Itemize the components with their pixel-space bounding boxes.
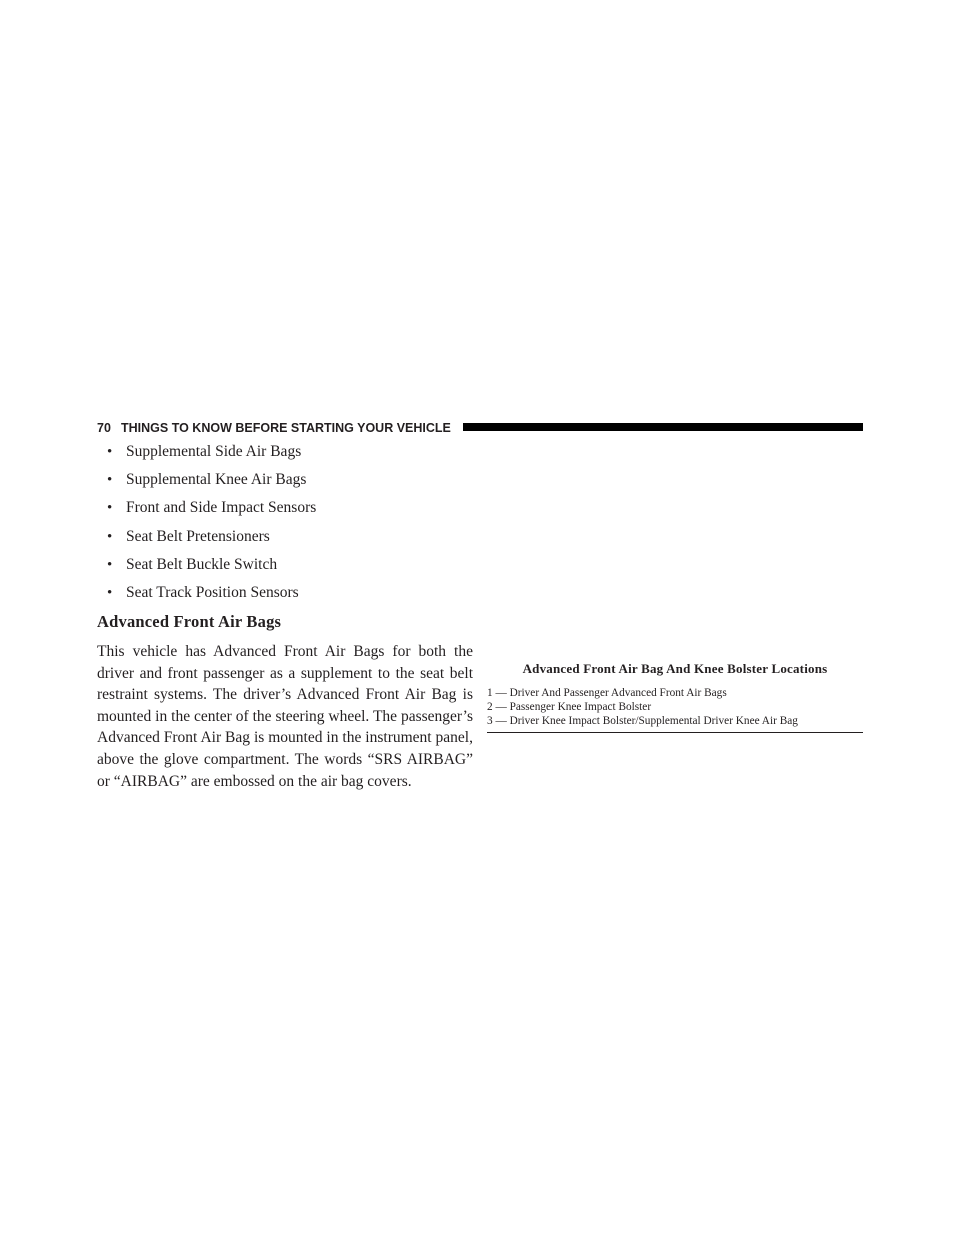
legend-item: 2 — Passenger Knee Impact Bolster bbox=[487, 700, 652, 713]
list-item-text: Seat Belt Buckle Switch bbox=[126, 555, 278, 573]
bullet-icon: • bbox=[107, 528, 113, 545]
bullet-icon: • bbox=[107, 444, 113, 460]
bullet-icon: • bbox=[107, 472, 113, 489]
header-rule bbox=[463, 423, 863, 431]
legend-item: 3 — Driver Knee Impact Bolster/Supplemental Driver Knee Air Bag bbox=[487, 714, 798, 727]
list-item bbox=[107, 442, 316, 470]
list-item bbox=[107, 527, 316, 555]
list-item-text: Supplemental Side Air Bags bbox=[126, 443, 302, 460]
body-paragraph: This vehicle has Advanced Front Air Bags for both the driver and front passenger as a supplement to the seat belt restraint systems. The driver’s Advanced Front Air Bag is mounted in the center of the steering wheel. The passenger’s Advanced Front Air Bag is mounted in the instrument panel, above the glove compartment. The words “SRS AIRBAG” or “AIRBAG” are embossed on the air bag covers. bbox=[97, 643, 473, 790]
legend-item: 1 — Driver And Passenger Advanced Front Air Bags bbox=[487, 687, 727, 699]
bullet-icon: • bbox=[107, 556, 113, 573]
section-heading: Advanced Front Air Bags bbox=[97, 612, 282, 631]
list-item bbox=[107, 470, 316, 498]
list-item bbox=[107, 583, 316, 611]
list-item-text: Front and Side Impact Sensors bbox=[126, 499, 317, 517]
caption-title: Advanced Front Air Bag And Knee Bolster Locations bbox=[522, 661, 828, 676]
list-item bbox=[107, 498, 316, 526]
section-title: THINGS TO KNOW BEFORE STARTING YOUR VEHICLE bbox=[121, 421, 451, 435]
caption-rule bbox=[487, 732, 863, 733]
bullet-icon: • bbox=[107, 584, 113, 601]
list-item-text: Seat Track Position Sensors bbox=[126, 583, 299, 601]
figure-legend bbox=[487, 687, 863, 728]
figure-caption bbox=[487, 660, 863, 733]
running-header bbox=[97, 418, 863, 438]
bullet-list bbox=[107, 442, 316, 611]
list-item-text: Supplemental Knee Air Bags bbox=[126, 471, 307, 489]
page-number: 70 bbox=[97, 421, 112, 435]
list-item bbox=[107, 555, 316, 583]
bullet-icon: • bbox=[107, 500, 113, 517]
list-item-text: Seat Belt Pretensioners bbox=[126, 527, 270, 545]
